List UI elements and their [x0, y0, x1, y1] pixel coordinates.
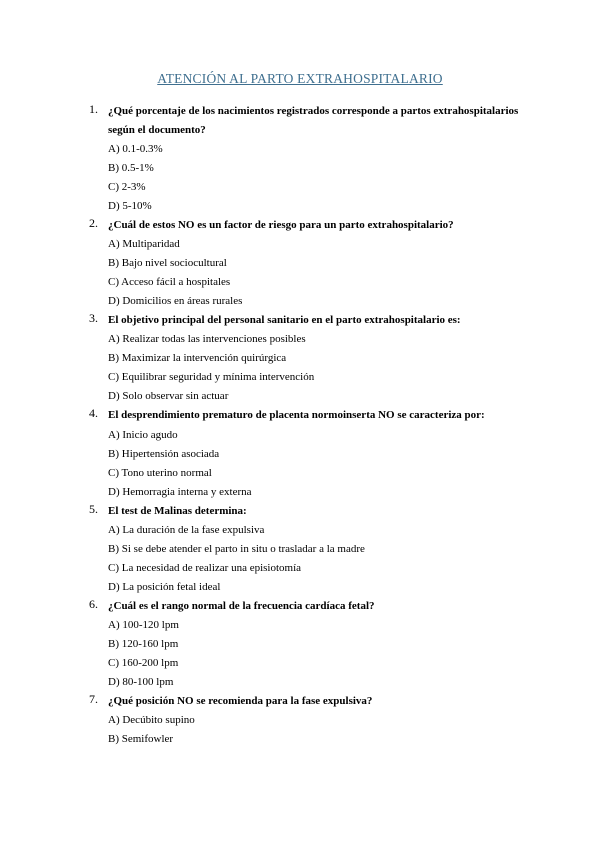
option-2d: D) Domicilios en áreas rurales — [108, 295, 243, 307]
option-1c: C) 2-3% — [108, 181, 146, 193]
question-text: ¿Qué posición NO se recomienda para la fase expulsiva? — [108, 695, 373, 707]
document-title: ATENCIÓN AL PARTO EXTRAHOSPITALARIO — [157, 71, 443, 86]
option-1a: A) 0.1-0.3% — [108, 143, 163, 155]
option-2b: B) Bajo nivel sociocultural — [108, 257, 227, 269]
option-5c: C) La necesidad de realizar una episiotomía — [108, 562, 302, 574]
question-1 — [89, 102, 539, 140]
question-number: 5. — [89, 502, 98, 516]
question-5 — [89, 502, 539, 521]
option-6a: A) 100-120 lpm — [108, 619, 179, 631]
question-number: 6. — [89, 597, 98, 611]
option-5d: D) La posición fetal ideal — [108, 581, 221, 593]
question-number: 7. — [89, 692, 98, 706]
option-6c: C) 160-200 lpm — [108, 657, 179, 669]
option-3b: B) Maximizar la intervención quirúrgica — [108, 352, 287, 364]
question-7 — [89, 692, 539, 711]
option-2a: A) Multiparidad — [108, 238, 180, 250]
option-5a: A) La duración de la fase expulsiva — [108, 524, 265, 536]
option-1d: D) 5-10% — [108, 200, 152, 212]
question-2 — [89, 216, 539, 235]
question-text: El objetivo principal del personal sanitario en el parto extrahospitalario es: — [108, 314, 461, 326]
option-6b: B) 120-160 lpm — [108, 638, 179, 650]
option-2c: C) Acceso fácil a hospitales — [108, 276, 231, 288]
option-1b: B) 0.5-1% — [108, 162, 154, 174]
option-6d: D) 80-100 lpm — [108, 676, 174, 688]
option-3c: C) Equilibrar seguridad y mínima intervención — [108, 371, 315, 383]
question-text: El desprendimiento prematuro de placenta normoinserta NO se caracteriza por: — [108, 409, 485, 421]
question-3 — [89, 311, 539, 330]
option-7b: B) Semifowler — [108, 733, 174, 745]
question-text: ¿Cuál de estos NO es un factor de riesgo para un parto extrahospitalario? — [108, 219, 454, 231]
option-4b: B) Hipertensión asociada — [108, 448, 220, 460]
option-4d: D) Hemorragia interna y externa — [108, 486, 252, 498]
option-3d: D) Solo observar sin actuar — [108, 390, 229, 402]
option-5b: B) Si se debe atender el parto in situ o trasladar a la madre — [108, 543, 365, 555]
question-number: 2. — [89, 216, 98, 230]
question-number: 1. — [89, 102, 98, 116]
question-text: ¿Qué porcentaje de los nacimientos registrados corresponde a partos extrahospitalarios según el documento? — [108, 105, 519, 136]
option-4a: A) Inicio agudo — [108, 429, 178, 441]
question-6 — [89, 597, 539, 616]
question-4 — [89, 406, 539, 425]
question-number: 4. — [89, 406, 98, 420]
question-text: El test de Malinas determina: — [108, 505, 247, 517]
option-7a: A) Decúbito supino — [108, 714, 195, 726]
question-number: 3. — [89, 311, 98, 325]
option-4c: C) Tono uterino normal — [108, 467, 212, 479]
option-3a: A) Realizar todas las intervenciones posibles — [108, 333, 306, 345]
question-text: ¿Cuál es el rango normal de la frecuencia cardíaca fetal? — [108, 600, 375, 612]
